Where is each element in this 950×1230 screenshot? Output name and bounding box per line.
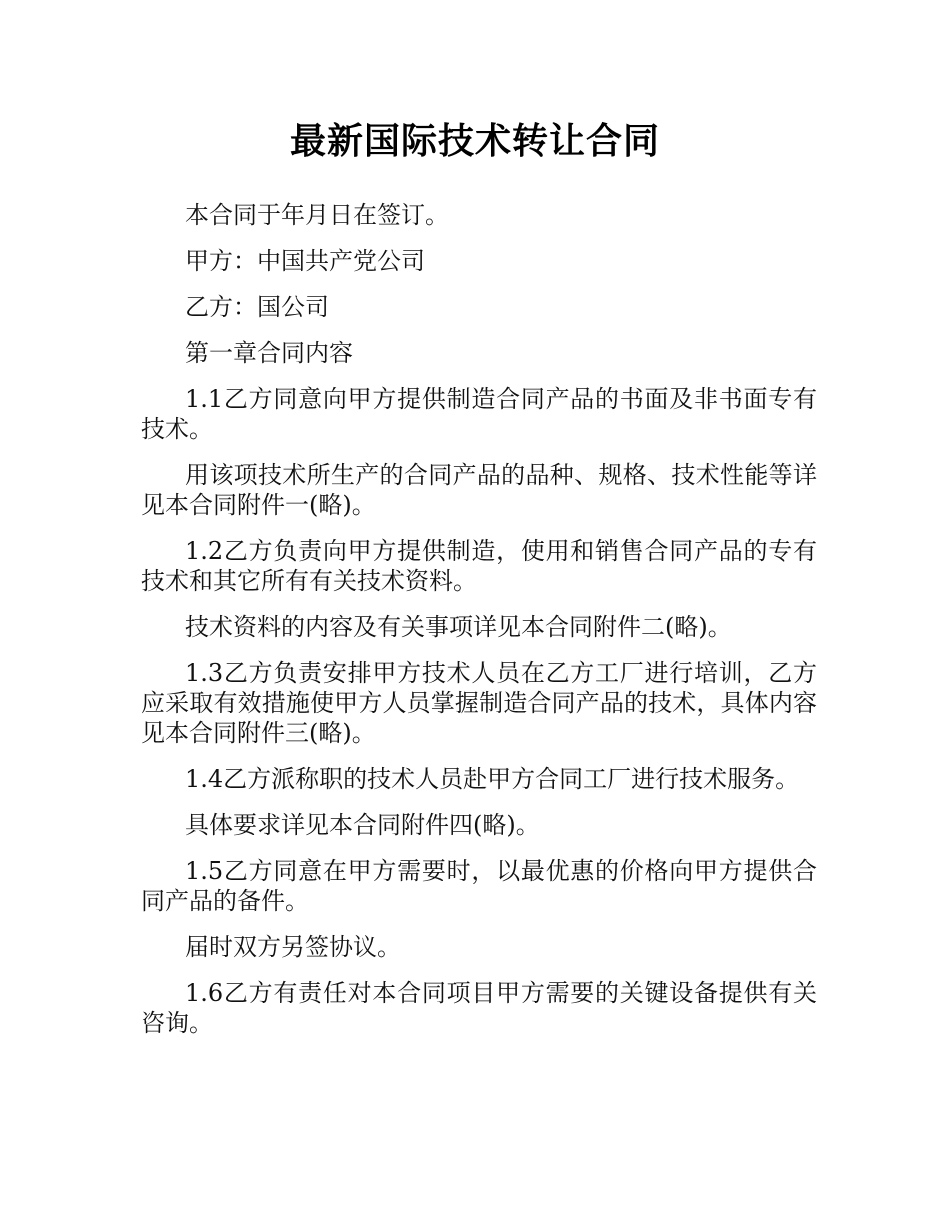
clause-1-1: 1.1乙方同意向甲方提供制造合同产品的书面及非书面专有技术。: [141, 385, 817, 443]
clause-1-5: 1.5乙方同意在甲方需要时，以最优惠的价格向甲方提供合同产品的备件。: [141, 857, 817, 915]
clause-1-2: 1.2乙方负责向甲方提供制造，使用和销售合同产品的专有技术和其它所有有关技术资料。: [141, 537, 817, 595]
party-a-paragraph: 甲方：中国共产党公司: [185, 247, 425, 275]
clause-1-6: 1.6乙方有责任对本合同项目甲方需要的关键设备提供有关咨询。: [141, 979, 817, 1037]
party-b-paragraph: 乙方：国公司: [185, 293, 329, 321]
clause-1-1-detail: 用该项技术所生产的合同产品的品种、规格、技术性能等详见本合同附件一(略)。: [141, 461, 817, 519]
contract-date-paragraph: 本合同于年月日在签订。: [185, 201, 449, 229]
clause-1-4-detail: 具体要求详见本合同附件四(略)。: [185, 811, 540, 839]
clause-1-5-detail: 届时双方另签协议。: [185, 933, 401, 961]
chapter-heading: 第一章合同内容: [185, 339, 353, 367]
clause-1-4: 1.4乙方派称职的技术人员赴甲方合同工厂进行技术服务。: [185, 765, 800, 793]
clause-1-3: 1.3乙方负责安排甲方技术人员在乙方工厂进行培训，乙方应采取有效措施使甲方人员掌握制造合同产品的技术，具体内容见本合同附件三(略)。: [141, 659, 817, 747]
document-body: [141, 200, 817, 1054]
document-title: 最新国际技术转让合同: [289, 121, 660, 162]
clause-1-2-detail: 技术资料的内容及有关事项详见本合同附件二(略)。: [185, 613, 732, 641]
